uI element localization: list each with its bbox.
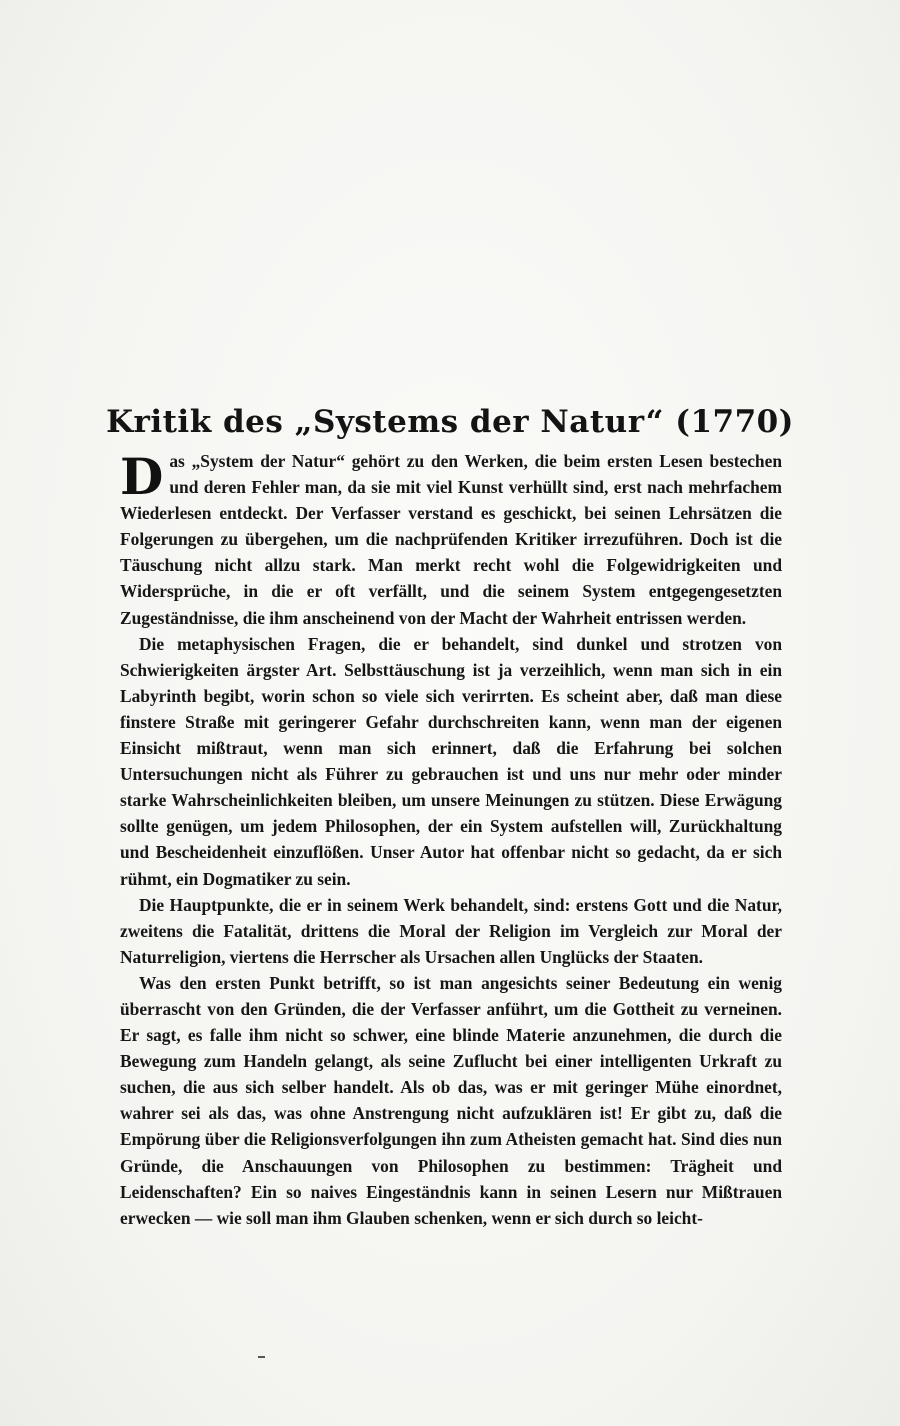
paragraph-1-text: as „System der Natur“ gehört zu den Werken, die beim ersten Lesen bestechen und deren Fehler man, da sie mit viel Kunst verhüllt sind, erst nach mehrfachem Wiederlesen entdeckt. Der Verfasser verstand es geschickt, bei seinen Lehrsätzen die Folgerungen zu übergehen, um die nachprüfenden Kritiker irrezuführen. Doch ist die Täuschung nicht allzu stark. Man merkt recht wohl die Folgewidrigkeiten und Widersprüche, in die er oft verfällt, und die seinem System entgegengesetzten Zugeständnisse, die ihm anscheinend von der Macht der Wahrheit entrissen werden. <box>120 451 782 628</box>
page-speck <box>258 1356 265 1358</box>
paragraph-3: Die Hauptpunkte, die er in seinem Werk behandelt, sind: erstens Gott und die Natur, zweitens die Fatalität, drittens die Moral der Religion im Vergleich zur Moral der Naturreligion, viertens die Herrscher als Ursachen allen Unglücks der Staaten. <box>120 894 782 967</box>
paragraph-4: Was den ersten Punkt betrifft, so ist man angesichts seiner Bedeutung ein wenig überrascht von den Gründen, die der Verfasser anführt, um die Gottheit zu verneinen. Er sagt, es falle ihm nicht so schwer, eine blinde Materie anzunehmen, die durch die Bewegung zum Handeln gelangt, als seine Zuflucht bei einer intelligenten Urkraft zu suchen, die aus sich selber handelt. Als ob das, was er mit geringer Mühe einordnet, wahrer sei als das, was ohne Anstrengung nicht aufzuklären ist! Er gibt zu, daß die Empörung über die Religionsverfolgungen ihn zum Atheisten gemacht hat. Sind dies nun Gründe, die Anschauungen von Philosophen zu bestimmen: Trägheit und Leidenschaften? Ein so naives Eingeständnis kann in seinen Lesern nur Mißtrauen erwecken — wie soll man ihm Glauben schenken, wenn er sich durch so leicht- <box>120 972 782 1228</box>
drop-cap: D <box>120 447 164 506</box>
paragraph-1 <box>120 448 782 631</box>
paragraph-2: Die metaphysischen Fragen, die er behandelt, sind dunkel und strotzen von Schwierigkeiten ärgster Art. Selbsttäuschung ist ja verzeihlich, wenn man sich in ein Labyrinth begibt, worin schon so viele sich verirrten. Es scheint aber, daß man diese finstere Straße mit geringerer Gefahr durchschreiten kann, wenn man der eigenen Einsicht mißtraut, wenn man sich erinnert, daß die Erfahrung bei solchen Untersuchungen nicht als Führer zu gebrauchen ist und uns nur mehr oder minder starke Wahrscheinlichkeiten bleiben, um unsere Meinungen zu stützen. Diese Erwägung sollte genügen, um jedem Philosophen, der ein System aufstellen will, Zurückhaltung und Bescheidenheit einzuflößen. Unser Autor hat offenbar nicht so gedacht, da er sich rühmt, ein Dogmatiker zu sein. <box>120 633 782 889</box>
body-text <box>120 448 782 1231</box>
chapter-title: Kritik des „Systems der Natur“ (1770) <box>106 403 794 440</box>
